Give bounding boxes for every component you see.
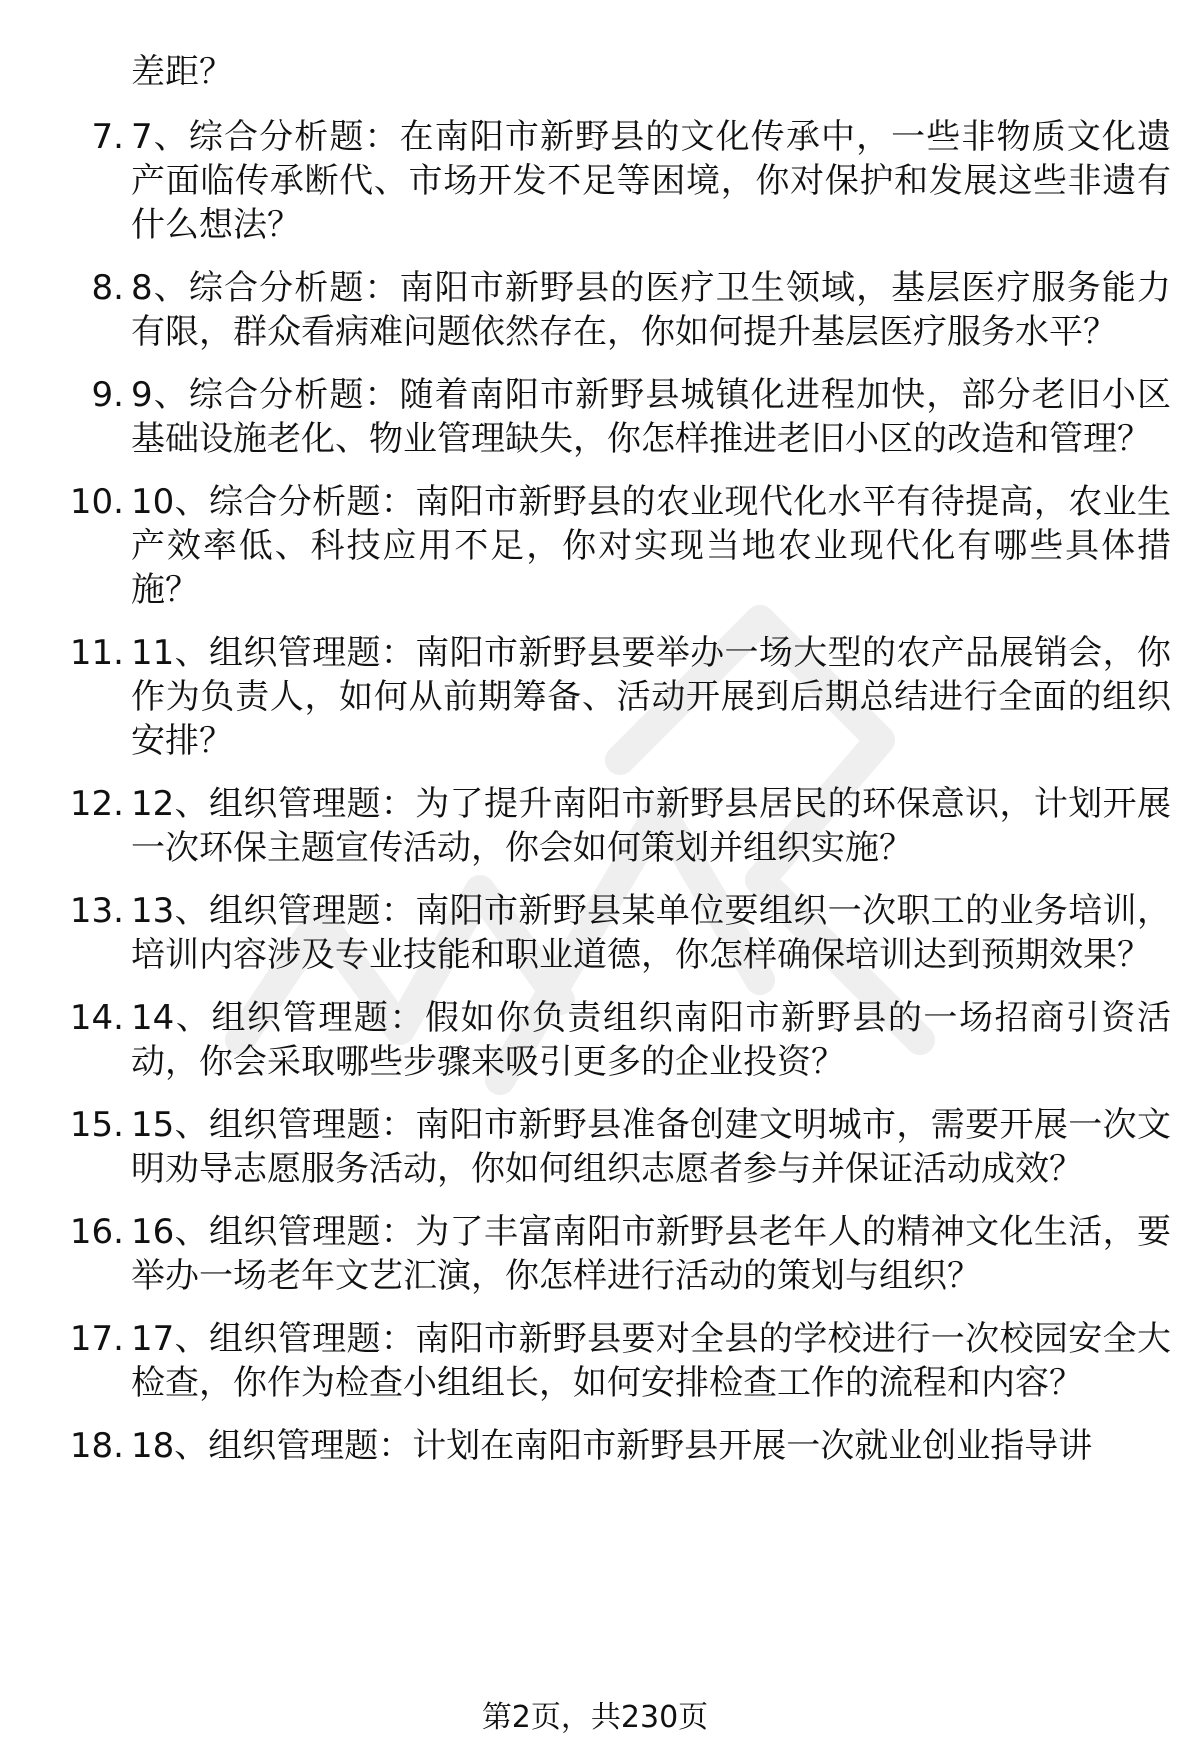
- question-text: 16、组织管理题：为了丰富南阳市新野县老年人的精神文化生活，要举办一场老年文艺汇演，你怎样进行活动的策划与组织？: [131, 1212, 1171, 1296]
- list-item: [0, 996, 1171, 1084]
- question-text: 14、组织管理题：假如你负责组织南阳市新野县的一场招商引资活动，你会采取哪些步骤来吸引更多的企业投资？: [131, 998, 1171, 1082]
- list-item: [0, 115, 1171, 247]
- question-text: 8、综合分析题：南阳市新野县的医疗卫生领域，基层医疗服务能力有限，群众看病难问题依然存在，你如何提升基层医疗服务水平？: [131, 268, 1171, 352]
- list-item: [0, 1317, 1171, 1405]
- list-item: [0, 1210, 1171, 1298]
- question-text: 18、组织管理题：计划在南阳市新野县开展一次就业创业指导讲: [131, 1426, 1093, 1466]
- question-list: [0, 115, 1190, 1487]
- list-number: 11.: [69, 633, 124, 673]
- question-text: 17、组织管理题：南阳市新野县要对全县的学校进行一次校园安全大检查，你作为检查小组组长，如何安排检查工作的流程和内容？: [131, 1319, 1171, 1403]
- page-footer: 第2页，共230页: [481, 1700, 709, 1735]
- list-number: 18.: [69, 1426, 124, 1466]
- list-item: [0, 782, 1171, 870]
- list-number: 9.: [91, 375, 124, 415]
- list-item: [0, 266, 1171, 354]
- list-number: 14.: [69, 998, 124, 1038]
- question-text: 12、组织管理题：为了提升南阳市新野县居民的环保意识，计划开展一次环保主题宣传活动，你会如何策划并组织实施？: [131, 784, 1171, 868]
- list-number: 10.: [69, 482, 124, 522]
- question-text: 7、综合分析题：在南阳市新野县的文化传承中，一些非物质文化遗产面临传承断代、市场开发不足等困境，你对保护和发展这些非遗有什么想法？: [131, 117, 1171, 245]
- list-item: [0, 889, 1171, 977]
- list-item: [0, 480, 1171, 612]
- question-text: 15、组织管理题：南阳市新野县准备创建文明城市，需要开展一次文明劝导志愿服务活动，你如何组织志愿者参与并保证活动成效？: [131, 1105, 1171, 1189]
- list-number: 16.: [69, 1212, 124, 1252]
- question-text: 11、组织管理题：南阳市新野县要举办一场大型的农产品展销会，你作为负责人，如何从前期筹备、活动开展到后期总结进行全面的组织安排？: [131, 633, 1171, 761]
- list-number: 12.: [69, 784, 124, 824]
- list-item: [0, 631, 1171, 763]
- question-text: 13、组织管理题：南阳市新野县某单位要组织一次职工的业务培训，培训内容涉及专业技能和职业道德，你怎样确保培训达到预期效果？: [131, 891, 1171, 975]
- continuation-text: 差距？: [131, 52, 233, 92]
- list-item: [0, 1424, 1171, 1468]
- list-number: 7.: [91, 117, 124, 157]
- list-number: 15.: [69, 1105, 124, 1145]
- question-text: 10、综合分析题：南阳市新野县的农业现代化水平有待提高，农业生产效率低、科技应用不足，你对实现当地农业现代化有哪些具体措施？: [131, 482, 1171, 610]
- list-number: 17.: [69, 1319, 124, 1359]
- list-number: 13.: [69, 891, 124, 931]
- list-item: [0, 373, 1171, 461]
- list-number: 8.: [91, 268, 124, 308]
- question-text: 9、综合分析题：随着南阳市新野县城镇化进程加快，部分老旧小区基础设施老化、物业管理缺失，你怎样推进老旧小区的改造和管理？: [131, 375, 1171, 459]
- list-item: [0, 1103, 1171, 1191]
